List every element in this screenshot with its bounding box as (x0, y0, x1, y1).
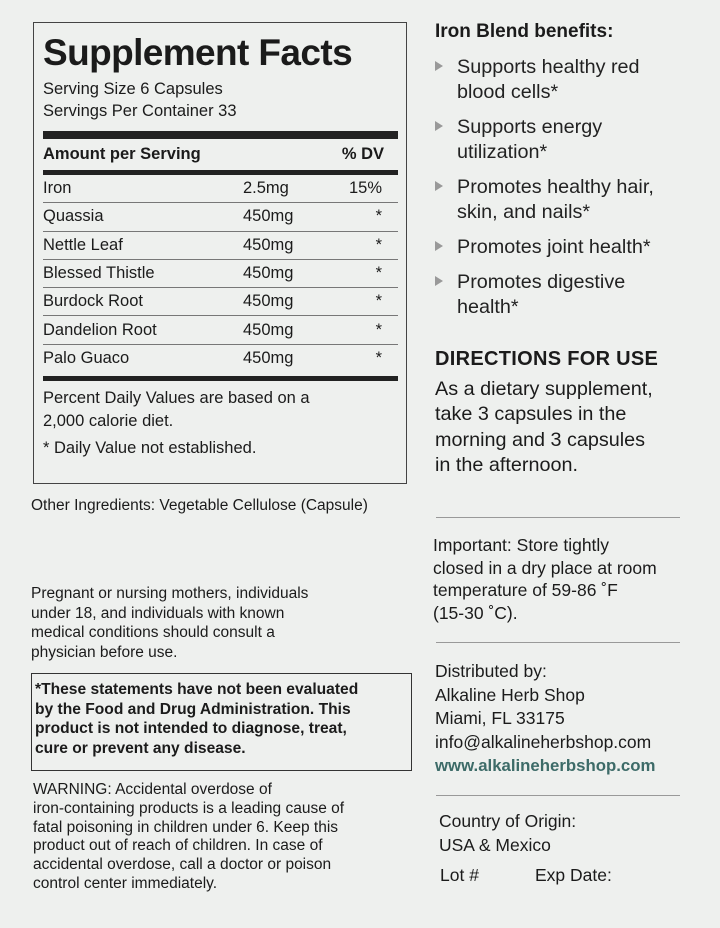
benefit-line: utilization* (457, 141, 548, 163)
origin-block (439, 810, 576, 857)
amount-header: Amount per Serving (43, 145, 201, 163)
fda-disclaimer-box (31, 673, 412, 771)
table-row (43, 345, 398, 373)
thick-divider (43, 131, 398, 139)
distributor-label: Distributed by: (435, 661, 547, 681)
nutrient-amount: 450mg (243, 207, 294, 226)
disclaimer-line: cure or prevent any disease. (35, 739, 246, 757)
benefits-title: Iron Blend benefits: (435, 21, 614, 42)
benefit-item (435, 235, 651, 260)
benefit-item (435, 115, 602, 165)
nutrient-amount: 450mg (243, 235, 294, 254)
nutrient-name: Blessed Thistle (43, 264, 155, 283)
distributor-block (435, 660, 655, 778)
nutrient-name: Iron (43, 179, 72, 198)
bullet-triangle-icon (435, 181, 443, 191)
storage-line: Important: Store tightly (433, 535, 610, 555)
lot-label: Lot # (440, 865, 479, 885)
directions-text (435, 377, 715, 478)
warning-line: WARNING: Accidental overdose of (33, 781, 272, 798)
benefit-line: health* (457, 296, 519, 318)
table-row (43, 316, 398, 344)
distributor-email: info@alkalineherbshop.com (435, 731, 652, 752)
warning-line: accidental overdose, call a doctor or poison (33, 856, 332, 874)
nutrient-amount: 450mg (243, 292, 294, 311)
bullet-triangle-icon (435, 61, 443, 71)
amount-header-row (43, 139, 398, 170)
nutrient-table (43, 175, 398, 373)
nutrient-name: Quassia (43, 207, 104, 226)
divider (436, 517, 680, 518)
storage-line: temperature of 59-86 ˚F (433, 580, 618, 600)
serving-size: Serving Size 6 Capsules (43, 80, 223, 98)
nutrient-dv: 15% (348, 179, 382, 198)
dv-header: % DV (341, 145, 384, 163)
distributor-name: Alkaline Herb Shop (435, 684, 585, 705)
nutrient-dv: * (375, 235, 382, 254)
servings-per-container: Servings Per Container 33 (43, 102, 237, 120)
benefit-line: Supports energy (457, 116, 603, 138)
notice-line: medical conditions should consult a (31, 624, 275, 641)
nutrient-amount: 450mg (243, 320, 294, 339)
directions-line: morning and 3 capsules (435, 428, 646, 451)
other-ingredients: Other Ingredients: Vegetable Cellulose (Capsule) (31, 497, 368, 514)
nutrient-dv: * (375, 264, 382, 283)
nutrient-name: Burdock Root (43, 292, 143, 311)
divider (436, 795, 680, 796)
directions-title: DIRECTIONS FOR USE (435, 348, 659, 370)
nutrient-name: Nettle Leaf (43, 235, 123, 254)
origin-label: Country of Origin: (439, 811, 577, 831)
exp-date-label: Exp Date: (535, 865, 612, 885)
notice-line: physician before use. (31, 643, 178, 661)
table-row (43, 203, 398, 231)
pregnancy-notice (31, 584, 411, 662)
table-row (43, 175, 398, 203)
origin-value: USA & Mexico (439, 834, 551, 855)
nutrient-amount: 2.5mg (243, 179, 289, 198)
footnote-line: * Daily Value not established. (43, 439, 257, 458)
benefit-line: skin, and nails* (457, 201, 591, 223)
nutrient-dv: * (375, 207, 382, 226)
nutrient-amount: 450mg (243, 264, 294, 283)
notice-line: Pregnant or nursing mothers, individuals (31, 585, 309, 602)
distributor-url: www.alkalineherbshop.com (435, 756, 656, 775)
disclaimer-line: by the Food and Drug Administration. This (35, 700, 351, 718)
footnote-line: 2,000 calorie diet. (43, 412, 174, 431)
benefit-line: Supports healthy red (457, 56, 640, 78)
nutrient-dv: * (375, 320, 382, 339)
benefit-line: blood cells* (457, 81, 559, 103)
nutrient-dv: * (375, 349, 382, 368)
notice-line: under 18, and individuals with known (31, 604, 285, 622)
iron-warning (33, 781, 418, 894)
bullet-triangle-icon (435, 276, 443, 286)
benefit-line: Promotes joint health* (457, 236, 651, 258)
divider (436, 642, 680, 643)
storage-line: closed in a dry place at room (433, 557, 657, 578)
facts-footnote (43, 381, 398, 460)
benefit-line: Promotes digestive (457, 271, 626, 293)
supplement-facts-panel (33, 22, 407, 484)
facts-title: Supplement Facts (43, 32, 353, 73)
nutrient-name: Dandelion Root (43, 320, 157, 339)
distributor-city: Miami, FL 33175 (435, 708, 565, 728)
bullet-triangle-icon (435, 121, 443, 131)
benefit-line: Promotes healthy hair, (457, 176, 654, 198)
warning-line: iron-containing products is a leading cause of (33, 799, 345, 817)
footnote-line: Percent Daily Values are based on a (43, 389, 310, 408)
disclaimer-line: *These statements have not been evaluated (35, 681, 359, 698)
directions-line: in the afternoon. (435, 453, 578, 476)
nutrient-amount: 450mg (243, 349, 294, 368)
table-row (43, 288, 398, 316)
nutrient-dv: * (375, 292, 382, 311)
benefit-item (435, 270, 625, 320)
warning-line: fatal poisoning in children under 6. Keep this (33, 818, 339, 836)
benefit-item (435, 175, 654, 225)
disclaimer-line: product is not intended to diagnose, treat, (35, 720, 347, 737)
bullet-triangle-icon (435, 241, 443, 251)
warning-line: product out of reach of children. In case of (33, 837, 323, 855)
table-row (43, 260, 398, 288)
benefit-item (435, 55, 640, 105)
storage-line: (15-30 ˚C). (433, 602, 518, 623)
table-row (43, 232, 398, 260)
nutrient-name: Palo Guaco (43, 349, 130, 368)
warning-line: control center immediately. (33, 874, 218, 892)
directions-line: take 3 capsules in the (435, 403, 627, 426)
directions-line: As a dietary supplement, (435, 378, 653, 400)
storage-notice (433, 534, 718, 624)
